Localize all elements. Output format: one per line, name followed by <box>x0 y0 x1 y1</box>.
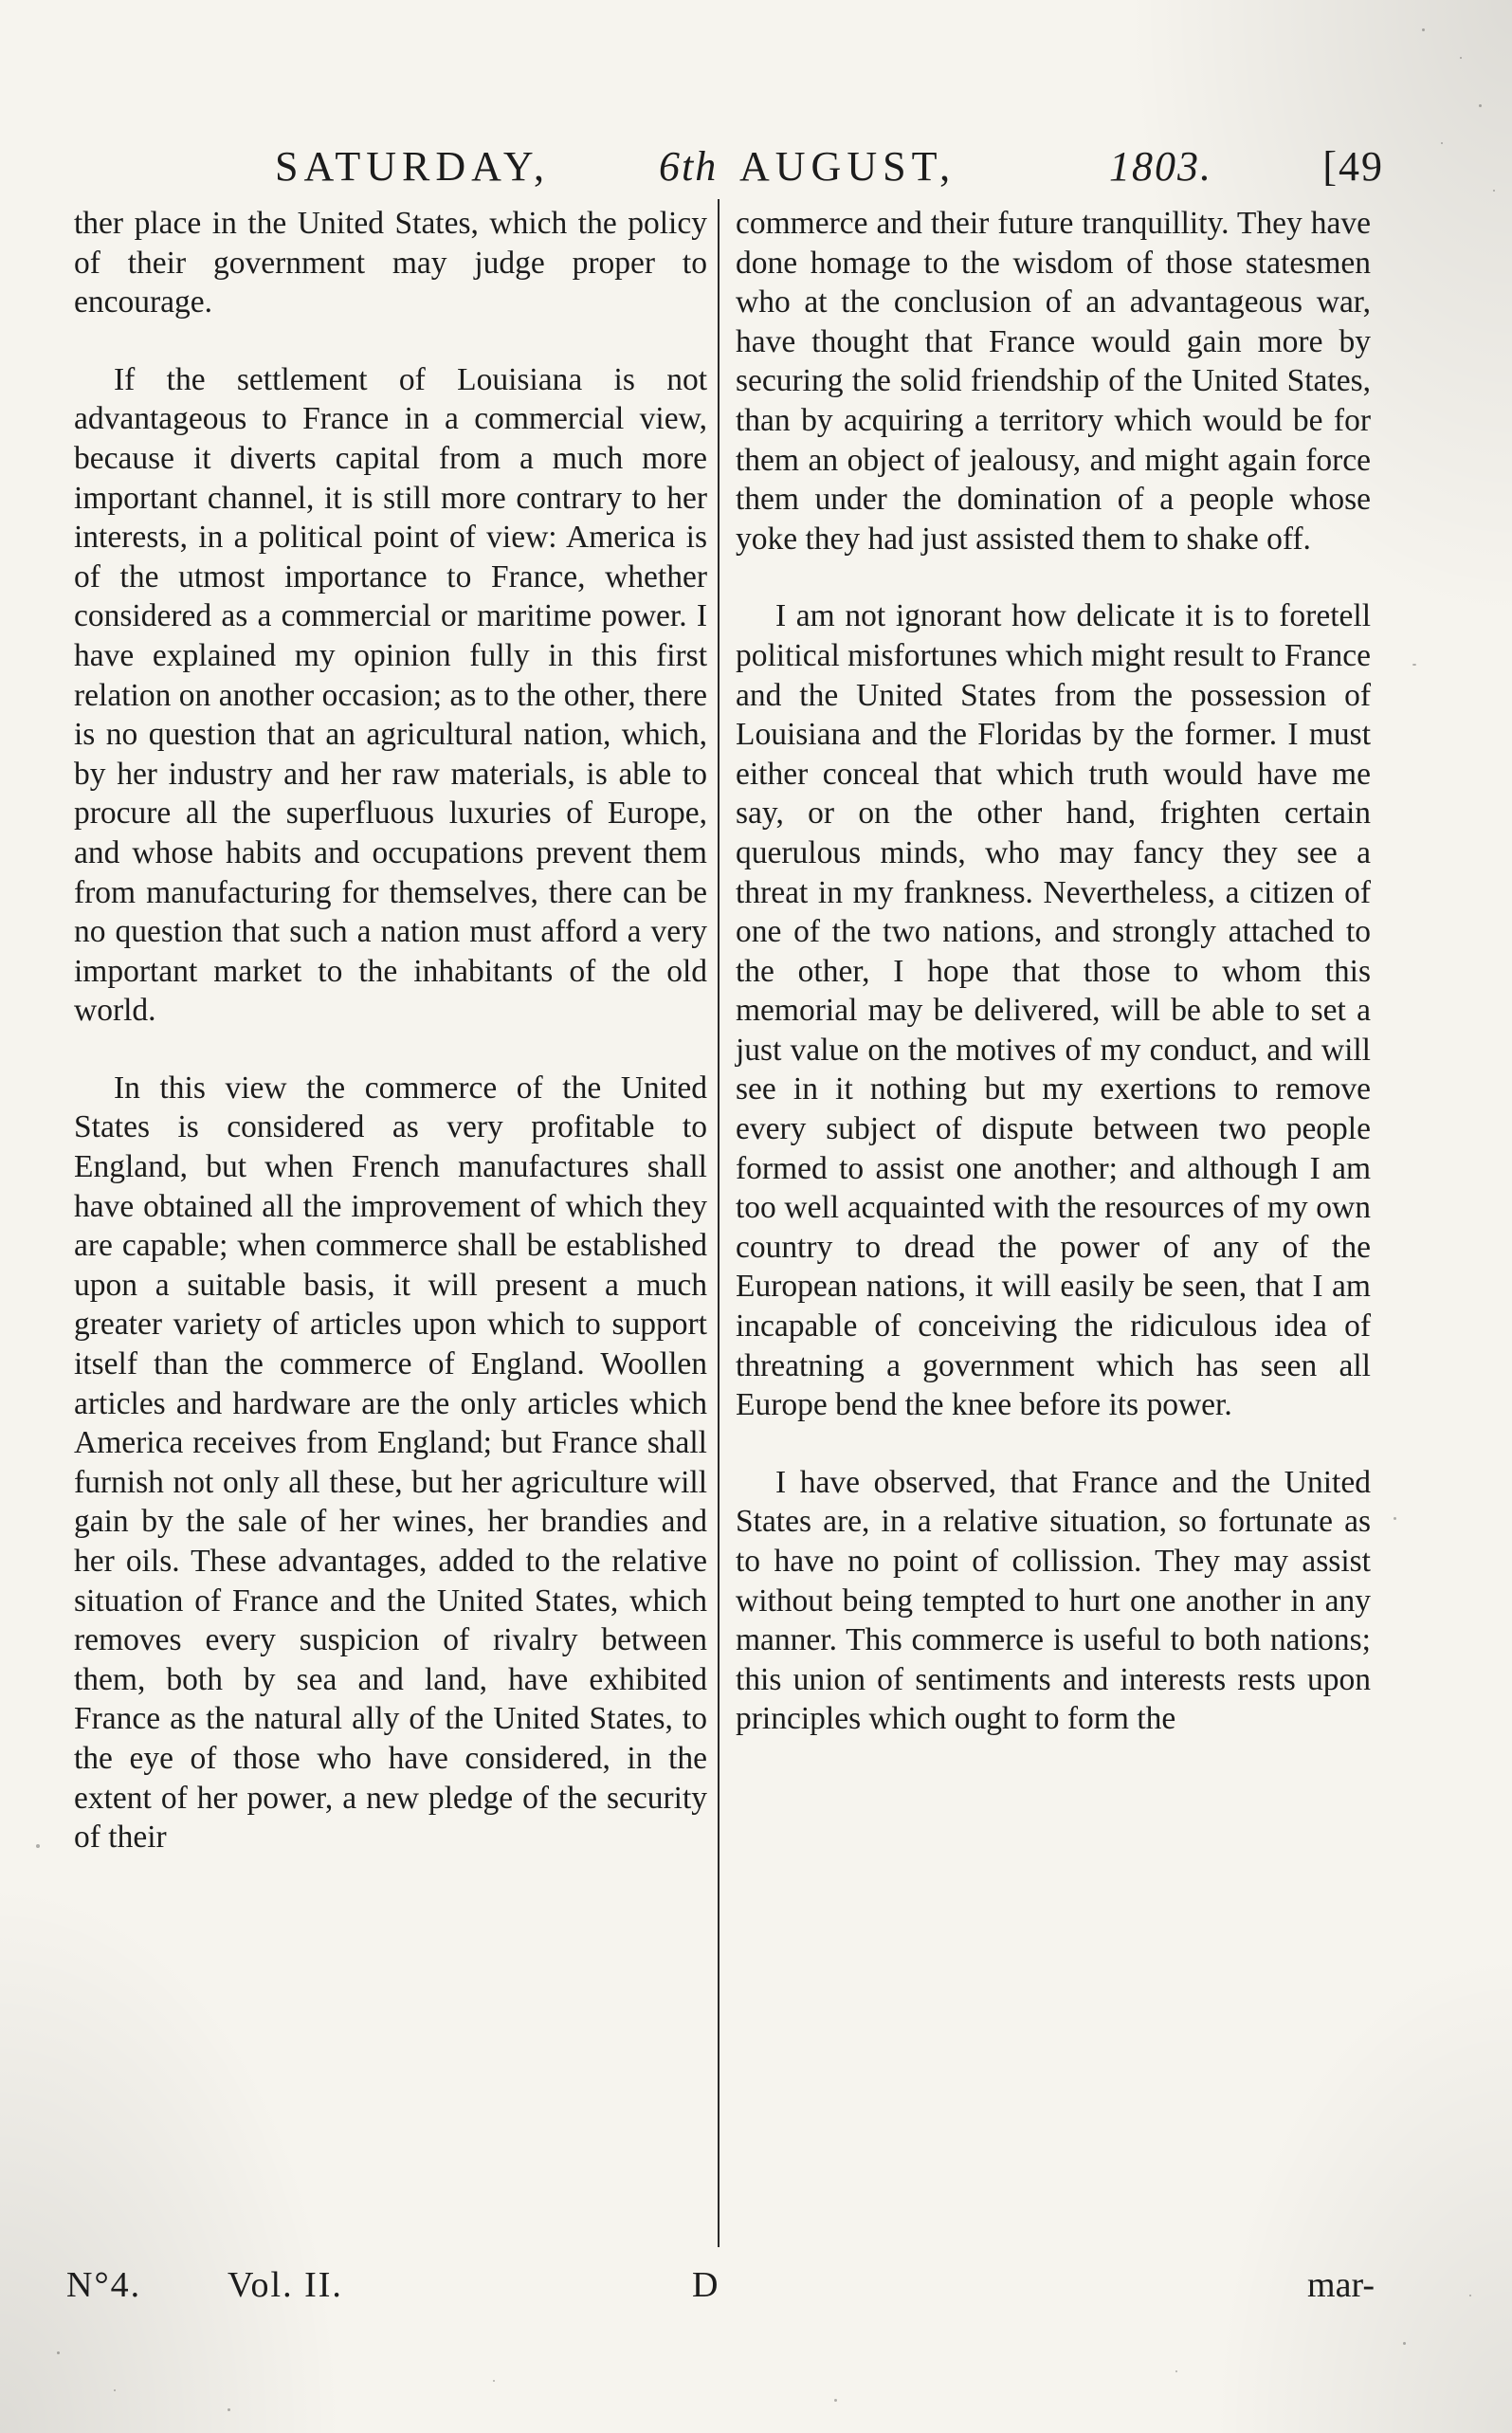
scan-speckle <box>1493 190 1495 192</box>
volume-label: Vol. II. <box>228 2265 343 2305</box>
scan-speckle <box>1412 664 1416 666</box>
catchword: mar- <box>1307 2265 1375 2305</box>
scan-speckle <box>1422 28 1425 31</box>
paragraph: In this view the commerce of the United States is considered as very profitable to England, but when French manufactures shall have obtained all the improvement of which they are capable; when commerce shall be established upon a suitable basis, it will present a much greater variety of articles upon which to support itself than the commerce of England. Woollen articles and hardware are the only articles which America receives from England; but France shall furnish not only all these, but her agriculture will gain by the sale of her wines, her brandies and her oils. These advantages, added to the relative situation of France and the United States, which removes every suspicion of rivalry between them, both by sea and land, have exhibited France as the natural ally of the United States, to the eye of those who have considered, in the extent of her power, a new pledge of the security of their <box>74 1070 707 1856</box>
header-day: SATURDAY, <box>275 143 550 190</box>
scan-speckle <box>493 2380 495 2382</box>
issue-number: N°4. <box>66 2265 142 2305</box>
header-page-number: [49 <box>1322 143 1384 190</box>
running-header <box>275 142 1394 199</box>
paragraph: I have observed, that France and the United States are, in a relative situation, so fortunate as to have no point of collission. They may assist without being tempted to hurt one another in any manner. This commerce is useful to both nations; this union of sentiments and interests rests upon principles which ought to form the <box>736 1464 1371 1737</box>
scan-speckle <box>57 2351 60 2354</box>
paragraph: ther place in the United States, which the policy of their government may judge proper to encourage. <box>74 206 707 320</box>
scan-speckle <box>1460 57 1462 59</box>
scan-speckle <box>1403 2342 1406 2345</box>
scan-speckle <box>36 1844 40 1848</box>
paragraph: commerce and their future tranquillity. They have done homage to the wisdom of those statesmen who at the conclusion of an advantageous war, have thought that France would gain more by securing the solid friendship of the United States, than by acquiring a territory which would be for them an object of jealousy, and might again force them under the domination of a people whose yoke they had just assisted them to shake off. <box>736 206 1371 557</box>
page-footer <box>66 2264 1375 2317</box>
column-divider <box>718 199 720 2247</box>
header-year: 1803. <box>1109 143 1212 190</box>
scan-speckle <box>1441 142 1443 144</box>
left-column <box>74 204 707 1895</box>
scan-speckle <box>1479 104 1482 107</box>
signature-mark: D <box>692 2265 719 2305</box>
header-month: AUGUST, <box>739 143 956 190</box>
scan-speckle <box>228 2408 230 2411</box>
paragraph: I am not ignorant how delicate it is to foretell political misfortunes which might result to France and the United States from the possession of Louisiana and the Floridas by the former. I must either conceal that which truth would have me say, or on the other hand, frighten certain querulous minds, who may fancy they see a threat in my frankness. Nevertheless, a citizen of one of the two nations, and strongly attached to the other, I hope that those to whom this memorial may be delivered, will be able to set a just value on the motives of my conduct, and will see in it nothing but my exertions to remove every subject of dispute between two people formed to assist one another; and although I am too well acquainted with the resources of my own country to dread the power of any of the European nations, it will easily be seen, that I am incapable of conceiving the ridiculous idea of threatning a government which has seen all Europe bend the knee before its power. <box>736 598 1371 1423</box>
paragraph: If the settlement of Louisiana is not advantageous to France in a commercial view, because it diverts capital from a much more important channel, it is still more contrary to her interests, in a political point of view: America is of the utmost importance to France, whether considered as a commercial or maritime power. I have explained my opinion fully in this first relation on another occasion; as to the other, there is no question that an agricultural nation, which, by her industry and her raw materials, is able to procure all the superfluous luxuries of Europe, and whose habits and occupations prevent them from manufacturing for themselves, there can be no question that such a nation must afford a very important market to the inhabitants of the old world. <box>74 361 707 1029</box>
scan-speckle <box>1175 2370 1177 2372</box>
scan-speckle <box>1469 2295 1471 2296</box>
header-date: 6th <box>659 143 719 190</box>
right-column <box>736 204 1371 1777</box>
scan-speckle <box>834 2399 837 2402</box>
scan-speckle <box>1394 1517 1396 1520</box>
scan-speckle <box>114 2389 116 2391</box>
